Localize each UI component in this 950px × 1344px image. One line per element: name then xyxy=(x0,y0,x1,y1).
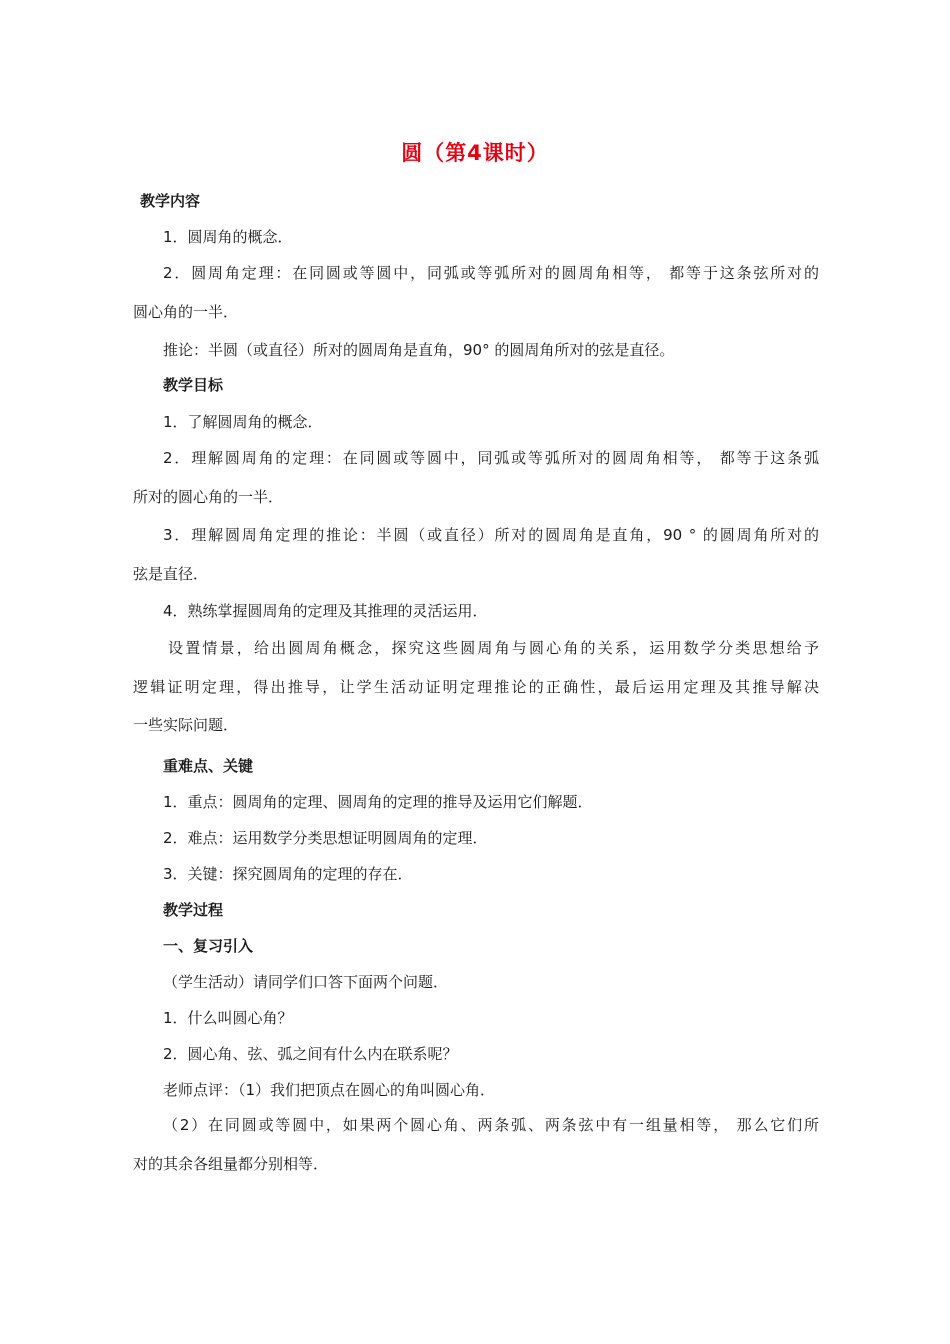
process-question-2: 2．圆心角、弦、弧之间有什么内在联系呢？ xyxy=(163,1045,458,1063)
goals-item-2-line-2: 所对的圆心角的一半． xyxy=(133,488,284,506)
goals-item-3-line-1: 3．理解圆周角定理的推论：半圆（或直径）所对的圆周角是直角，90 ° 的圆周角所对的 xyxy=(163,526,819,544)
goals-item-4: 4．熟练掌握圆周角的定理及其推理的灵活运用． xyxy=(163,602,488,620)
keypoints-item-1: 1．重点：圆周角的定理、圆周角的定理的推导及运用它们解题． xyxy=(163,793,593,811)
page-title: 圆（第4课时） xyxy=(401,141,549,165)
process-intro: （学生活动）请同学们口答下面两个问题． xyxy=(163,973,449,991)
process-comment-1: 老师点评：（1）我们把顶点在圆心的角叫圆心角． xyxy=(163,1081,496,1099)
section-heading-goals: 教学目标 xyxy=(163,376,224,394)
goals-item-1: 1．了解圆周角的概念． xyxy=(163,413,323,431)
section-heading-keypoints: 重难点、关键 xyxy=(163,757,254,775)
process-comment-2-line-1: （2）在同圆或等圆中，如果两个圆心角、两条弧、两条弦中有一组量相等， 那么它们所 xyxy=(163,1116,819,1134)
process-question-1: 1．什么叫圆心角？ xyxy=(163,1009,293,1027)
goals-paragraph-line-2: 逻辑证明定理，得出推导，让学生活动证明定理推论的正确性，最后运用定理及其推导解决 xyxy=(133,678,819,696)
section-heading-content: 教学内容 xyxy=(140,192,201,210)
content-item-1: 1．圆周角的概念． xyxy=(163,228,293,246)
section-heading-process: 教学过程 xyxy=(163,901,224,919)
goals-item-3-line-2: 弦是直径． xyxy=(133,565,209,583)
content-corollary: 推论：半圆（或直径）所对的圆周角是直角，90° 的圆周角所对的弦是直径。 xyxy=(163,341,675,359)
goals-paragraph-line-3: 一些实际问题． xyxy=(133,716,239,734)
content-item-2-line-2: 圆心角的一半． xyxy=(133,303,239,321)
keypoints-item-3: 3．关键：探究圆周角的定理的存在． xyxy=(163,865,413,883)
goals-paragraph-line-1: 设置情景，给出圆周角概念，探究这些圆周角与圆心角的关系，运用数学分类思想给予 xyxy=(168,639,819,657)
goals-item-2-line-1: 2．理解圆周角的定理：在同圆或等圆中，同弧或等弧所对的圆周角相等， 都等于这条弧 xyxy=(163,449,819,467)
content-item-2-line-1: 2．圆周角定理：在同圆或等圆中，同弧或等弧所对的圆周角相等， 都等于这条弦所对的 xyxy=(163,264,819,282)
keypoints-item-2: 2．难点：运用数学分类思想证明圆周角的定理． xyxy=(163,829,488,847)
process-comment-2-line-2: 对的其余各组量都分别相等． xyxy=(133,1155,329,1173)
process-sub-heading: 一、复习引入 xyxy=(163,937,254,955)
